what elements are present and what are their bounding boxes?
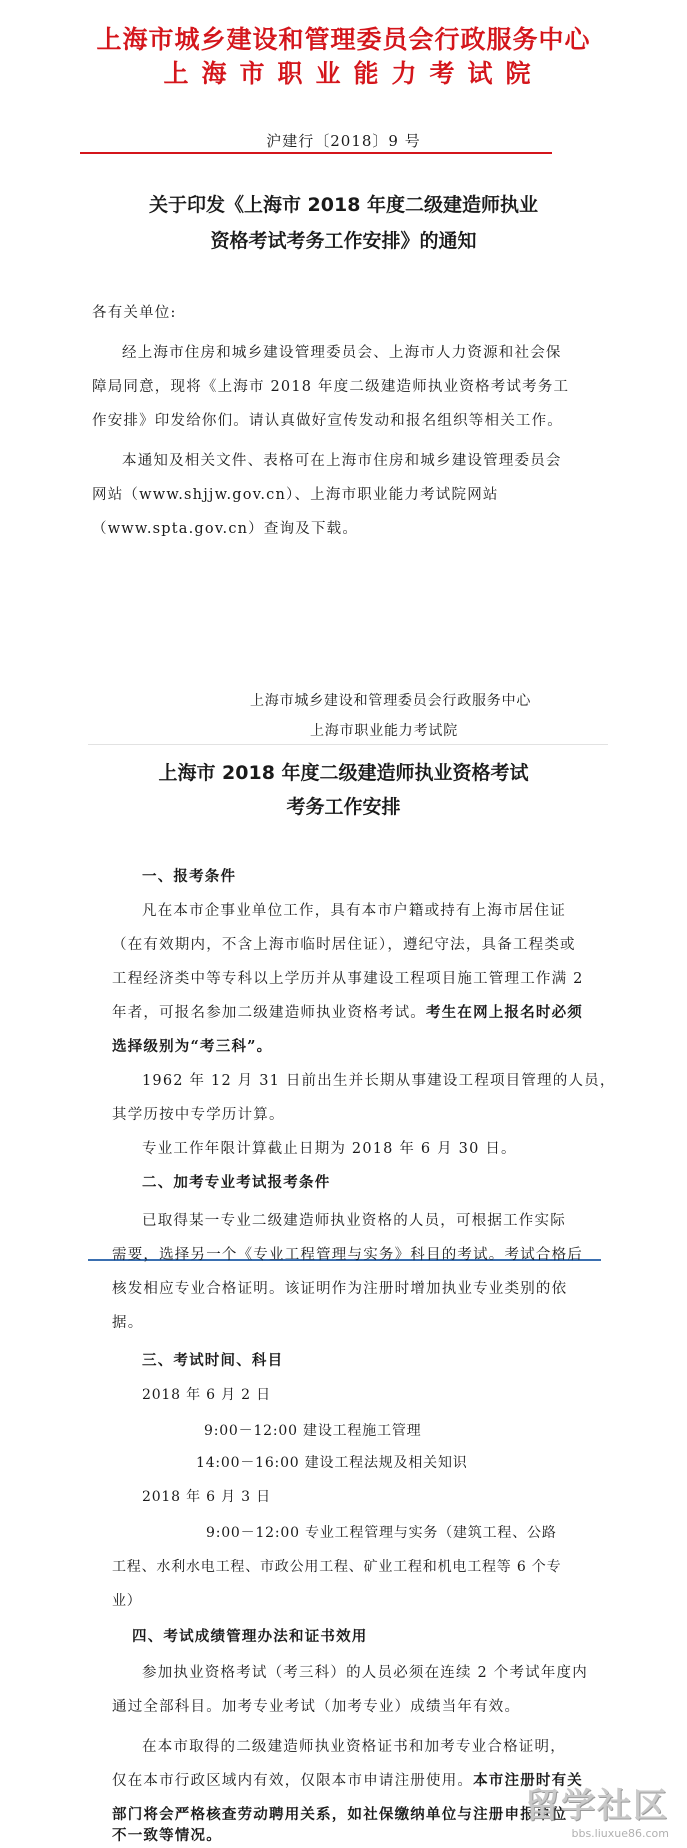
day2-session1-line1: 9:00－12:00 专业工程管理与实务（建筑工程、公路	[206, 1525, 557, 1541]
arrangement-title-line1: 上海市 2018 年度二级建造师执业资格考试	[158, 762, 529, 784]
s1-line5: 1962 年 12 月 31 日前出生并长期从事建设工程项目管理的人员，	[142, 1073, 616, 1089]
s1-bold-note-a: 考生在网上报名时必须	[426, 1004, 583, 1021]
day2-session1-line3: 业）	[112, 1593, 142, 1609]
s4-bold-b: 部门将会严格核查劳动聘用关系，如社保缴纳单位与注册申报单位	[112, 1806, 568, 1823]
notice-para2-line2: 网站（www.shjjw.gov.cn）、上海市职业能力考试院网站	[92, 487, 499, 503]
section2-heading: 二、加考专业考试报考条件	[142, 1174, 331, 1191]
s4-bold-c: 不一致等情况。	[112, 1827, 222, 1844]
signature-org2: 上海市职业能力考试院	[310, 723, 458, 739]
s1-line6: 其学历按中专学历计算。	[112, 1107, 285, 1123]
salutation: 各有关单位:	[92, 305, 177, 321]
watermark-url: bbs.liuxue86.com	[571, 1827, 669, 1840]
document-number: 沪建行〔2018〕9 号	[266, 132, 421, 150]
notice-para1-line1: 经上海市住房和城乡建设管理委员会、上海市人力资源和社会保	[122, 345, 562, 361]
s2-line4: 据。	[112, 1315, 144, 1331]
s2-line2: 需要，选择另一个《专业工程管理与实务》科目的考试。考试合格后	[112, 1247, 583, 1263]
notice-para1-line2: 障局同意，现将《上海市 2018 年度二级建造师执业资格考试考务工	[92, 379, 570, 395]
day1-session2: 14:00－16:00 建设工程法规及相关知识	[196, 1455, 468, 1471]
s1-bold-note-b: 选择级别为“考三科”。	[112, 1038, 273, 1055]
s2-line1: 已取得某一专业二级建造师执业资格的人员，可根据工作实际	[142, 1213, 566, 1229]
notice-para2-line1: 本通知及相关文件、表格可在上海市住房和城乡建设管理委员会	[122, 453, 562, 469]
day2-session1-line2: 工程、水利水电工程、市政公用工程、矿业工程和机电工程等 6 个专	[112, 1559, 562, 1575]
section3-heading: 三、考试时间、科目	[142, 1352, 284, 1369]
s4-bold-a: 本市注册时有关	[473, 1772, 584, 1789]
day1-session1: 9:00－12:00 建设工程施工管理	[204, 1423, 422, 1439]
red-divider	[80, 152, 552, 154]
notice-para2-line3: （www.spta.gov.cn）查询及下载。	[92, 521, 359, 537]
page-divider	[88, 744, 608, 745]
watermark-logo: 留学社区	[525, 1786, 669, 1826]
s1-line1: 凡在本市企事业单位工作，具有本市户籍或持有上海市居住证	[142, 903, 566, 919]
arrangement-title-line2: 考务工作安排	[286, 796, 401, 818]
section1-heading: 一、报考条件	[142, 868, 237, 885]
notice-para1-line3: 作安排》印发给你们。请认真做好宣传发动和报名组织等相关工作。	[92, 413, 563, 429]
s1-line3: 工程经济类中等专科以上学历并从事建设工程项目施工管理工作满 2	[112, 971, 584, 987]
notice-title-line2: 资格考试考务工作安排》的通知	[210, 230, 477, 252]
s4-line3: 在本市取得的二级建造师执业资格证书和加考专业合格证明，	[142, 1739, 566, 1755]
org-name-line2: 上海市职业能力考试院	[163, 59, 544, 88]
section4-heading: 四、考试成绩管理办法和证书效用	[132, 1628, 368, 1645]
s1-line7: 专业工作年限计算截止日期为 2018 年 6 月 30 日。	[142, 1141, 517, 1157]
watermark	[525, 1778, 669, 1840]
s1-line2: （在有效期内，不含上海市临时居住证），遵纪守法，具备工程类或	[112, 937, 576, 953]
s4-line4: 仅在本市行政区域内有效，仅限本市申请注册使用。	[112, 1773, 474, 1789]
signature-org1: 上海市城乡建设和管理委员会行政服务中心	[250, 693, 532, 709]
s4-line1: 参加执业资格考试（考三科）的人员必须在连续 2 个考试年度内	[142, 1665, 588, 1681]
org-name-line1: 上海市城乡建设和管理委员会行政服务中心	[96, 25, 591, 54]
s1-line4: 年者，可报名参加二级建造师执业资格考试。	[112, 1005, 426, 1021]
exam-day2: 2018 年 6 月 3 日	[142, 1489, 271, 1505]
s2-line3: 核发相应专业合格证明。该证明作为注册时增加执业专业类别的依	[112, 1281, 568, 1297]
notice-title-line1: 关于印发《上海市 2018 年度二级建造师执业	[148, 194, 539, 216]
exam-day1: 2018 年 6 月 2 日	[142, 1387, 271, 1403]
s4-line2: 通过全部科目。加考专业考试（加考专业）成绩当年有效。	[112, 1699, 521, 1715]
